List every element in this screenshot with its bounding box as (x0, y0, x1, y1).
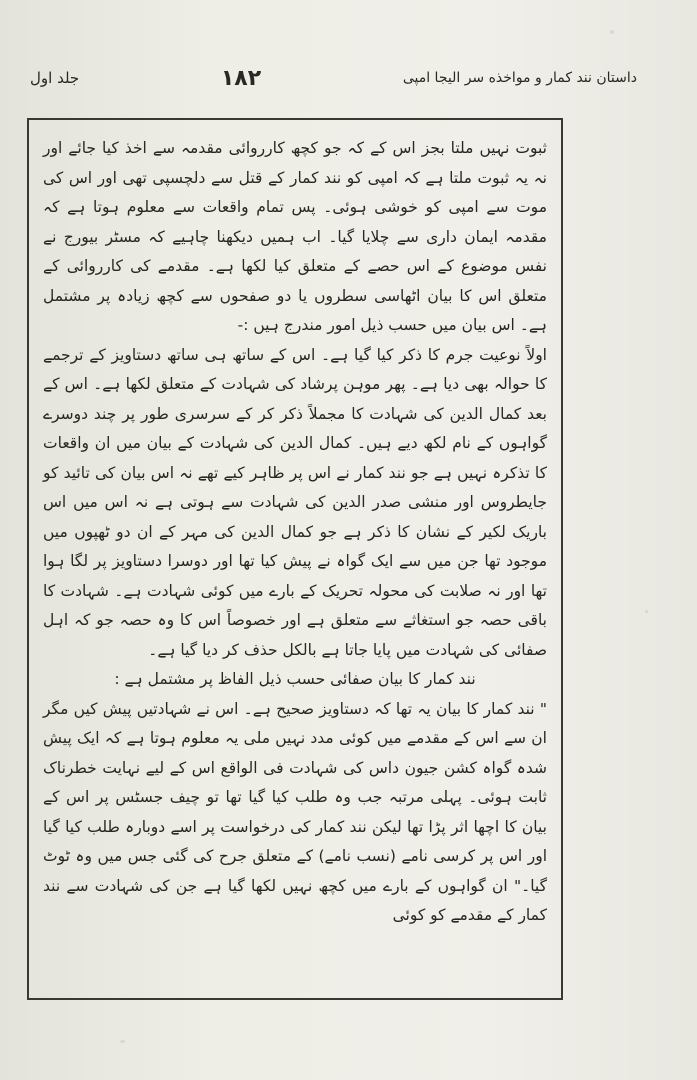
paragraph-2: اولاً نوعیت جرم کا ذکر کیا گیا ہے۔ اس کے ساتھ ہی ساتھ دستاویز کے ترجمے کا حوالہ بھی دیا ہے۔ پھر موہن پرشاد کی شہادت کے متعلق لکھا ہے۔ اس کے بعد کمال الدین کی شہادت کا مجملاً ذکر کر کے سرسری طور پر چند دوسرے گواہوں کے نام لکھ دیے ہیں۔ کمال الدین کی شہادت کے بیان میں ان واقعات کا تذکرہ نہیں ہے جو نند کمار نے اس پر ظاہر کیے تھے نہ اس بیان کی تائید کو جایطروس اور منشی صدر الدین کی شہادت سے ہوتی ہے نہ اس میں اس باریک لکیر کے نشان کا ذکر ہے جو کمال الدین کی مہر کے ان دو ٹھپوں میں موجود تھا جن میں سے ایک گواہ نے پیش کیا تھا اور دوسرا دستاویز پر لگا ہوا تھا اور نہ صلابت کی محولہ تحریک کے بارے میں کوئی شہادت ہے۔ شہادت کا باقی حصہ جو استغاثے سے متعلق ہے اور خصوصاً اس کا وہ حصہ جو کہ اہل صفائی کی شہادت میں پایا جاتا ہے بالکل حذف کر دیا گیا ہے۔ (43, 345, 547, 659)
paper-speck (610, 30, 614, 34)
text-frame (27, 118, 563, 1000)
paragraph-1: ثبوت نہیں ملتا بجز اس کے کہ جو کچھ کارروائی مقدمہ سے اخذ کیا جائے اور نہ یہ ثبوت ملتا ہے کہ امپی کو نند کمار کے قتل سے دلچسپی تھی اور اس کی موت سے امپی کو خوشی ہوئی۔ پس تمام واقعات سے معلوم ہوتا ہے کہ مقدمہ ایمان داری سے چلایا گیا۔ اب ہمیں دیکھنا چاہیے کہ مسٹر بیورج نے نفس موضوع کے اس حصے کے متعلق کیا لکھا ہے۔ مقدمے کی کارروائی کے متعلق اس کا بیان اٹھاسی سطروں یا دو صفحوں سے کچھ زیادہ پر مشتمل ہے۔ اس بیان میں حسب ذیل امور مندرج ہیں :- (43, 139, 547, 334)
quoted-paragraph: " نند کمار کا بیان یہ تھا کہ دستاویز صحیح ہے۔ اس نے شہادتیں پیش کیں مگر ان سے اس کے مقدمے میں کوئی مدد نہیں ملی یہ معلوم ہوتا ہے کہ ایک پیش شدہ گواہ کشن جیون داس کی شہادت فی الواقع اس کے لیے نہایت خطرناک ثابت ہوئی۔ پہلی مرتبہ جب وہ طلب کیا گیا تھا تو چیف جسٹس پر اس کے بیان کا اچھا اثر پڑا تھا لیکن نند کمار کی درخواست پر اسے دوبارہ طلب کیا گیا اور اس پر کرسی نامے (نسب نامے) کے متعلق جرح کی گئی جس میں وہ ٹوٹ گیا۔" ان گواہوں کے بارے میں کچھ نہیں لکھا گیا ہے جن کی شہادت سے نند کمار کے مقدمے کو کوئی (43, 699, 547, 924)
running-header (30, 58, 637, 98)
volume-label: جلد اول (30, 69, 80, 87)
page-number: ۱۸۲ (220, 65, 262, 91)
intro-line: نند کمار کا بیان صفائی حسب ذیل الفاظ پر مشتمل ہے : (114, 670, 476, 688)
body-text (43, 134, 547, 931)
paper-speck (645, 610, 648, 613)
running-title: داستان نند کمار و مواخذه سر الیجا امپی (402, 70, 637, 86)
paper-speck (120, 1040, 125, 1043)
